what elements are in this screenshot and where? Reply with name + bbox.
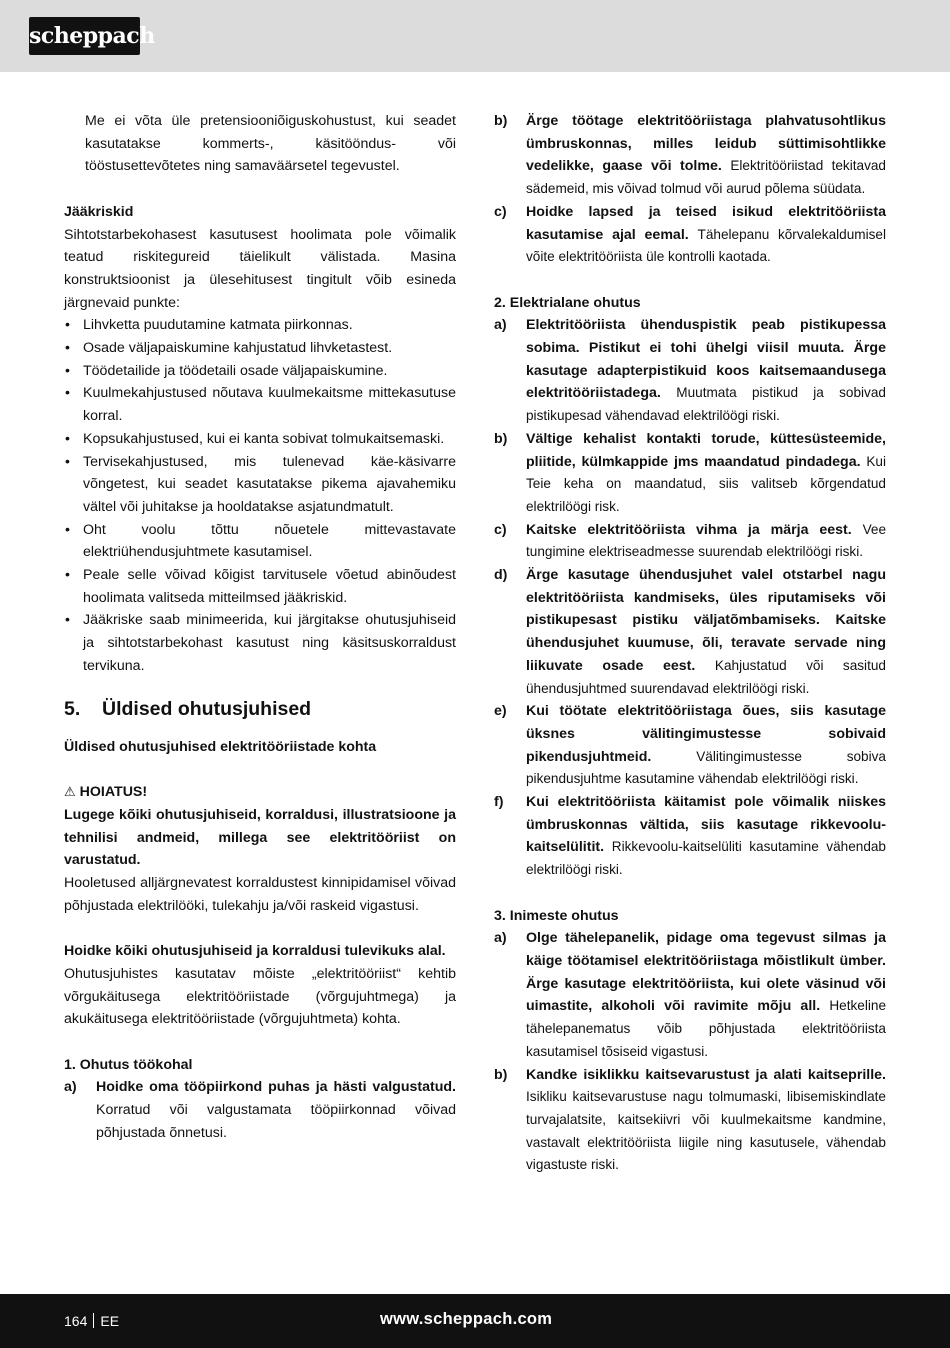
list-item xyxy=(494,110,886,201)
electrical-safety-heading: 2. Elektrialane ohutus xyxy=(494,294,641,311)
list-item: • Kuulmekahjustused nõutava kuulmekaitsme mittekasutuse korral. xyxy=(64,382,456,427)
item-text: Vee tungimine elektriseadmesse suurendab elektrilöögi riski. xyxy=(526,521,886,560)
section-title-text: Üldised ohutusjuhised xyxy=(102,697,312,720)
warning-bold-text: Lugege kõiki ohutusjuhiseid, korraldusi, illustratsioone ja tehnilisi andmeid, millega see elektritööriist on varustatud. xyxy=(64,807,456,869)
list-item: • Töödetailide ja töödetaili osade väljapaiskumine. xyxy=(64,360,456,383)
list-item xyxy=(494,1064,886,1178)
item-text: Isikliku kaitsevarustuse nagu tolmumaski, libisemiskindlate turvajalatsite, kaitsekiivri või kuulmekaitsme kandmine, vastavalt elektritööriista liigile ning kasutusele, vähendab vigastuste riski. xyxy=(526,1089,886,1173)
item-label: a) xyxy=(494,930,507,947)
general-heading: Üldised ohutusjuhised elektritööriistade kohta xyxy=(64,738,377,755)
item-text: Kui Teie keha on maandatud, siis valitseb kõrgendatud elektrilöögi risk. xyxy=(526,453,886,514)
footer-bar xyxy=(0,1294,950,1348)
keep-instructions-bold: Hoidke kõiki ohutusjuhiseid ja korraldusi tulevikuks alal. xyxy=(64,943,446,960)
item-label: f) xyxy=(494,794,504,811)
item-text: Elektritööriistad tekitavad sädemeid, mis võivad tolmud või aurud põlema süüdata. xyxy=(526,158,886,197)
item-label: a) xyxy=(494,317,507,334)
section-title xyxy=(64,687,456,732)
item-text: Kahjustatud või sasitud ühendusjuhtmed suurendavad elektrilöögi riski. xyxy=(526,657,886,696)
list-item xyxy=(64,1076,456,1144)
list-item xyxy=(494,428,886,519)
item-label: d) xyxy=(494,567,508,584)
item-bold-text: Kandke isiklikku kaitsevarustust ja alati kaitseprille. xyxy=(526,1066,886,1083)
list-item: • Osade väljapaiskumine kahjustatud lihvketastest. xyxy=(64,337,456,360)
list-item: • Peale selle võivad kõigist tarvitusele võetud abinõudest hoolimata valitseda mitteilmsed jääkriskid. xyxy=(64,564,456,609)
item-bold-text: Ärge kasutage ühendusjuhet valel otstarbel nagu elektritööriista kandmiseks, üles riputamiseks või pistikupesast pistiku väljatõmbamiseks. Kaitske ühendusjuhet kuumuse, õli, teravate servade ning liikuvate osade eest. xyxy=(526,567,886,674)
item-label: c) xyxy=(494,521,507,538)
workplace-heading: 1. Ohutus töökohal xyxy=(64,1056,193,1073)
item-text: Rikkevoolu-kaitselüliti kasutamine vähendab elektrilöögi riski. xyxy=(526,839,886,878)
item-text: Muutmata pistikud ja sobivad pistikupesad vähendavad elektrilöögi riski. xyxy=(526,385,886,424)
list-item: • Tervisekahjustused, mis tulenevad käe-käsivarre võngetest, kui seadet kasutatakse pikema ajavahemiku vältel või juhitakse ja hooldatakse asjatundmatult. xyxy=(64,451,456,519)
item-text: Hetkeline tähelepanematus võib põhjustada elektritööriista kasutamisel tõsiseid vigastusi. xyxy=(526,998,886,1059)
item-bold-text: Kaitske elektritööriista vihma ja märja eest. xyxy=(526,521,852,538)
list-item xyxy=(494,314,886,428)
header-bar xyxy=(0,0,950,72)
item-bold-text: Ärge töötage elektritööriistaga plahvatusohtlikus ümbruskonnas, milles leidub süttimisohtlikke vedelikke, gaase või tolme. xyxy=(526,113,886,175)
residual-risks-text: Sihtotstarbekohasest kasutusest hoolimata pole võimalik teatud riskitegureid täielikult välistada. Masina konstruktsioonist ja ülesehitusest tingitult võib esineda järgnevaid punkte: xyxy=(64,226,456,311)
warning-triangle-icon: ⚠ xyxy=(64,784,76,800)
right-column xyxy=(494,110,886,1177)
item-label: b) xyxy=(494,430,508,447)
list-item xyxy=(494,927,886,1063)
item-text: Korratud või valgustamata tööpiirkonnad võivad põhjustada õnnetusi. xyxy=(96,1102,456,1141)
intro-paragraph: Me ei võta üle pretensiooniõiguskohustust, kui seadet kasutatakse kommerts-, käsitööndus- või tööstusettevõtetes ning samaväärsetel tegevustel. xyxy=(85,113,456,175)
language-code: EE xyxy=(100,1313,120,1329)
item-text: Tähelepanu kõrvalekaldumisel võite elektritööriista üle kontrolli kaotada. xyxy=(526,226,886,265)
list-item xyxy=(494,564,886,700)
list-item xyxy=(494,791,886,882)
section-number: 5. xyxy=(64,697,81,720)
item-label: a) xyxy=(64,1079,77,1096)
item-bold-text: Kui elektritööriista käitamist pole võimalik niiskes ümbruskonnas vältida, siis kasutage rikkevoolu-kaitselülitit. xyxy=(526,794,886,856)
list-item xyxy=(494,201,886,269)
list-item xyxy=(494,700,886,791)
keep-instructions-text: Ohutusjuhistes kasutatav mõiste „elektritööriist“ kehtib võrgukäitusega elektritööriistade (võrgujuhtmega) ja akukäitusega elektritööriistade (võrgujuhtmeta) kohta. xyxy=(64,965,456,1028)
page-number: 164 xyxy=(64,1313,88,1329)
item-bold-text: Kui töötate elektritööriistaga õues, siis kasutage üksnes välitingimustesse sobivaid pikendusjuhtmeid. xyxy=(526,703,886,765)
left-column xyxy=(64,110,456,1145)
item-bold-text: Hoidke oma tööpiirkond puhas ja hästi valgustatud. xyxy=(96,1079,456,1096)
list-item: • Kopsukahjustused, kui ei kanta sobivat tolmukaitsemaski. xyxy=(64,428,456,451)
divider xyxy=(93,1313,94,1328)
item-bold-text: Hoidke lapsed ja teised isikud elektritööriista kasutamise ajal eemal. xyxy=(526,203,886,243)
residual-risks-list xyxy=(64,314,456,677)
item-text: Välitingimustesse sobiva pikendusjuhtme kasutamine vähendab elektrilöögi riski. xyxy=(526,748,886,787)
brand-logo: scheppach xyxy=(29,17,140,55)
item-label: c) xyxy=(494,203,507,220)
list-item: • Lihvketta puudutamine katmata piirkonnas. xyxy=(64,314,456,337)
item-bold-text: Vältige kehalist kontakti torude, küttesüsteemide, pliitide, külmkappide jms maandatud pindadega. xyxy=(526,430,886,470)
list-item: • Oht voolu tõttu nõuetele mittevastavate elektriühendusjuhtmete kasutamisel. xyxy=(64,519,456,564)
personal-safety-heading: 3. Inimeste ohutus xyxy=(494,907,619,924)
item-label: b) xyxy=(494,113,508,129)
item-label: b) xyxy=(494,1066,508,1083)
warning-text: Hooletused alljärgnevatest korraldustest kinnipidamisel võivad põhjustada elektrilööki, tulekahju ja/või raskeid vigastusi. xyxy=(64,875,456,914)
item-bold-text: Elektritööriista ühenduspistik peab pistikupessa sobima. Pistikut ei tohi ühelgi viisil muuta. Ärge kasutage adapterpistikuid koos kaitsemaandusega elektritööriistadega. xyxy=(526,317,886,402)
warning-heading xyxy=(64,781,456,804)
warning-label: HOIATUS! xyxy=(79,784,148,801)
residual-risks-heading: Jääkriskid xyxy=(64,203,134,220)
page-number-block xyxy=(64,1311,119,1331)
item-label: e) xyxy=(494,703,507,720)
list-item xyxy=(494,519,886,564)
website-link[interactable]: www.scheppach.com xyxy=(380,1310,553,1328)
item-bold-text: Olge tähelepanelik, pidage oma tegevust silmas ja käige töötamisel elektritööriistaga mõistlikult ümber. Ärge kasutage elektritööriista, kui olete väsinud või uimastite, alkoholi või ravimite mõju all. xyxy=(526,930,886,1015)
list-item: • Jääkriske saab minimeerida, kui järgitakse ohutusjuhiseid ja sihtotstarbekohast kasutust ning käsitsuskorraldust tervikuna. xyxy=(64,609,456,677)
